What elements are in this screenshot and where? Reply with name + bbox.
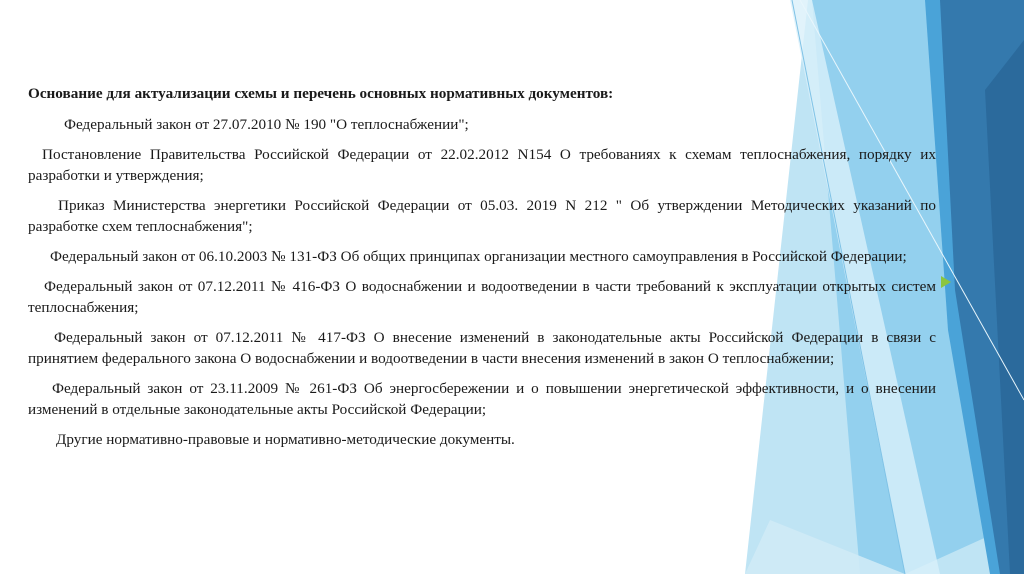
document-item-7: Федеральный закон от 23.11.2009 № 261-ФЗ Об энергосбережении и о повышении энергетической эффективности, и о внесении изменений в отдельные законодательные акты Российской Федерации; (28, 380, 936, 418)
slide-heading: Основание для актуализации схемы и перечень основных нормативных документов: (28, 85, 614, 102)
document-item-2: Постановление Правительства Российской Федерации от 22.02.2012 N154 О требованиях к схемам теплоснабжения, порядку их разработки и утверждения; (28, 146, 936, 184)
slide-content (28, 83, 936, 459)
document-item-5: Федеральный закон от 07.12.2011 № 416-ФЗ О водоснабжении и водоотведении в части требований к эксплуатации открытых систем теплоснабжения; (28, 278, 936, 316)
document-item-4: Федеральный закон от 06.10.2003 № 131-ФЗ Об общих принципах организации местного самоуправления в Российской Федерации; (50, 248, 907, 265)
document-item-3: Приказ Министерства энергетики Российской Федерации от 05.03. 2019 N 212 " Об утверждении Методических указаний по разработке схем теплоснабжения"; (28, 197, 936, 235)
document-item-6: Федеральный закон от 07.12.2011 № 417-ФЗ О внесение изменений в законодательные акты Российской Федерации в связи с принятием федерального закона О водоснабжении и водоотведении в части внесения изменений в закон О теплоснабжении; (28, 329, 936, 367)
document-item-8: Другие нормативно-правовые и нормативно-методические документы. (56, 431, 515, 448)
document-item-1: Федеральный закон от 27.07.2010 № 190 "О теплоснабжении"; (64, 116, 469, 133)
